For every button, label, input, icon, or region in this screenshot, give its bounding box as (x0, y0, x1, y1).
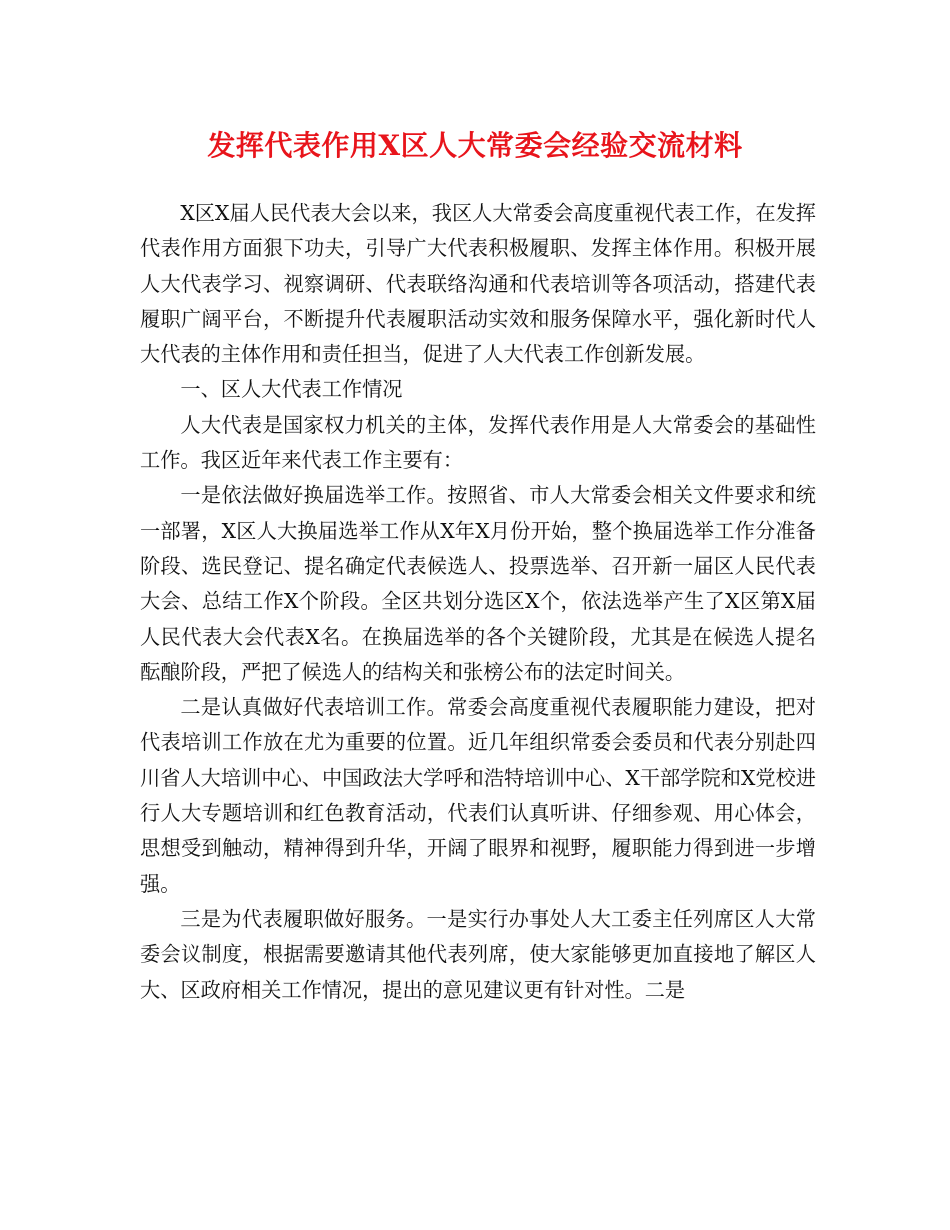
paragraph-training: 二是认真做好代表培训工作。常委会高度重视代表履职能力建设，把对代表培训工作放在尤为重要的位置。近几年组织常委会委员和代表分别赴四川省人大培训中心、中国政法大学呼和浩特培训中心、X干部学院和X党校进行人大专题培训和红色教育活动，代表们认真听讲、仔细参观、用心体会，思想受到触动，精神得到升华，开阔了眼界和视野，履职能力得到进一步增强。 (140, 695, 816, 896)
paragraph-service: 三是为代表履职做好服务。一是实行办事处人大工委主任列席区人大常委会议制度，根据需要邀请其他代表列席，使大家能够更加直接地了解区人大、区政府相关工作情况，提出的意见建议更有针对性。二是 (140, 906, 816, 1002)
document-body (140, 196, 816, 1008)
document-title: 发挥代表作用X区人大常委会经验交流材料 (207, 129, 743, 162)
paragraph-overview: 人大代表是国家权力机关的主体，发挥代表作用是人大常委会的基础性工作。我区近年来代表工作主要有： (140, 412, 816, 473)
paragraph-intro: X区X届人民代表大会以来，我区人大常委会高度重视代表工作，在发挥代表作用方面狠下功夫，引导广大代表积极履职、发挥主体作用。积极开展人大代表学习、视察调研、代表联络沟通和代表培训等各项活动，搭建代表履职广阔平台，不断提升代表履职活动实效和服务保障水平，强化新时代人大代表的主体作用和责任担当，促进了人大代表工作创新发展。 (140, 201, 816, 367)
paragraph-election: 一是依法做好换届选举工作。按照省、市人大常委会相关文件要求和统一部署，X区人大换届选举工作从X年X月份开始，整个换届选举工作分准备阶段、选民登记、提名确定代表候选人、投票选举、召开新一届区人民代表大会、总结工作X个阶段。全区共划分选区X个，依法选举产生了X区第X届人民代表大会代表X名。在换届选举的各个关键阶段，尤其是在候选人提名酝酿阶段，严把了候选人的结构关和张榜公布的法定时间关。 (140, 483, 816, 684)
section-heading: 一、区人大代表工作情况 (180, 377, 403, 402)
